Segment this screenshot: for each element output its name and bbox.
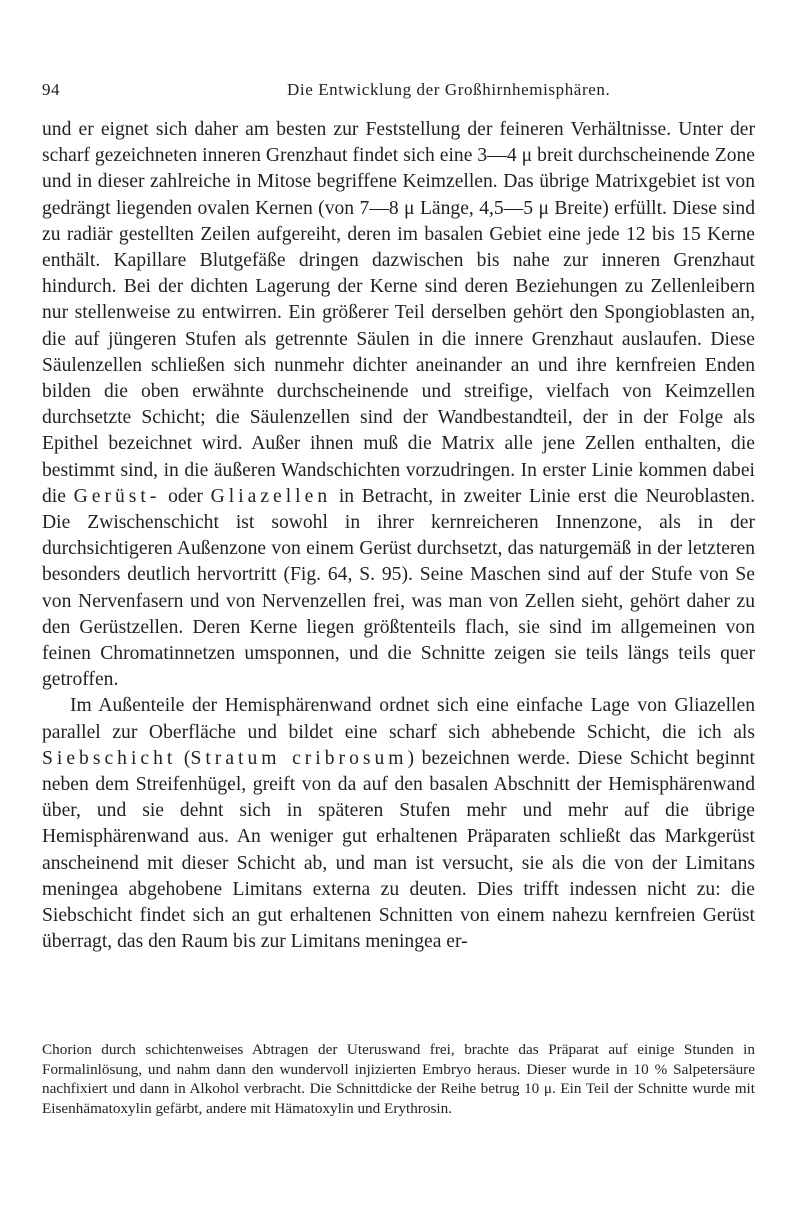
paragraph-2 [42,693,755,955]
spaced-term-stratum-cribrosum: Stratum cribrosum [190,747,408,769]
paragraph-2-end: ) bezeichnen werde. Diese Schicht beginnt neben dem Streifenhügel, greift von da auf den basalen Abschnitt der Hemisphärenwand über, und sie dehnt sich in späteren Stufen mehr und mehr auf die übrige Hemisphärenwand aus. An weniger gut erhaltenen Präparaten schließt das Markgerüst anscheinend mit dieser Schicht ab, und man ist versucht, sie als die von der Limitans meningea abgehobene Limitans externa zu deuten. Dies trifft indessen nicht zu: die Siebschicht findet sich an gut erhaltenen Schnitten von einem nahezu kernfreien Gerüst überragt, das den Raum bis zur Limitans meningea er- [42,747,755,953]
body-text [42,117,755,956]
paragraph-2-paren: ( [176,747,191,769]
paragraph-1 [42,117,755,693]
spaced-term-gliazellen: Gliazellen [210,485,332,507]
paragraph-1-end: in Betracht, in zweiter Linie erst die Neuroblasten. Die Zwischenschicht ist sowohl in ihrer kernreicheren Innenzone, als in der durchsichtigeren Außenzone von einem Gerüst durchsetzt, das naturgemäß in der letzteren besonders deutlich hervortritt (Fig. 64, S. 95). Seine Maschen sind auf der Stufe von Se von Nervenfasern und von Nervenzellen frei, was man von Zellen sieht, gehört daher zu den Gerüstzellen. Deren Kerne liegen größtenteils flach, sie sind im allgemeinen von feinen Chromatinnetzen umsponnen, und die Schnitte zeigen sie teils längs teils quer getroffen. [42,485,755,691]
paragraph-2-text: Im Außenteile der Hemisphärenwand ordnet sich eine einfache Lage von Gliazellen parallel zur Oberfläche und bildet eine scharf sich abhebende Schicht, die ich als [42,695,755,743]
spaced-term-geruest: Gerüst- [73,485,161,507]
footnote: Chorion durch schichtenweises Abtragen der Uteruswand frei, brachte das Präparat auf einige Stunden in Formalinlösung, und nahm dann den wundervoll injizierten Embryo heraus. Dieser wurde in 10 % Salpetersäure nachfixiert und dann in Alkohol verbracht. Die Schnittdicke der Reihe betrug 10 μ. Ein Teil der Schnitte wurde mit Eisenhämatoxylin gefärbt, andere mit Hämatoxylin und Erythrosin. [42,1041,755,1117]
page-header [42,80,755,104]
paragraph-1-text: und er eignet sich daher am besten zur Feststellung der feineren Verhältnisse. Unter der scharf gezeichneten inneren Grenzhaut findet sich eine 3—4 μ breit durchscheinende Zone und in dieser zahlreiche in Mitose begriffene Keimzellen. Das übrige Matrixgebiet ist von gedrängt liegenden ovalen Kernen (von 7—8 μ Länge, 4,5—5 μ Breite) erfüllt. Diese sind zu radiär gestellten Zeilen aufgereiht, deren im basalen Gebiet eine jede 12 bis 15 Kerne enthält. Kapillare Blutgefäße dringen dazwischen bis nahe zur inneren Grenzhaut hindurch. Bei der dichten Lagerung der Kerne sind deren Beziehungen zu Zellenleibern nur stellenweise zu entwirren. Ein größerer Teil derselben gehört den Spongioblasten an, die auf jüngeren Stufen als getrennte Säulen in die innere Grenzhaut auslaufen. Diese Säulenzellen schließen sich nunmehr dichter aneinander an und ihre kernfreien Enden bilden die oben erwähnte durchscheinende und streifige, vielfach von Keimzellen durchsetzte Schicht; die Säulenzellen sind der Wandbestandteil, der in der Folge als Epithel bezeichnet wird. Außer ihnen muß die Matrix alle jene Zellen enthalten, die bestimmt sind, in die äußeren Wandschichten vorzudringen. In erster Linie kommen dabei die [42,119,755,507]
spaced-term-siebschicht: Siebschicht [42,747,177,769]
paragraph-1-connector: oder [160,485,211,507]
running-title: Die Entwicklung der Großhirnhemisphären. [287,80,611,99]
page-number: 94 [42,80,60,99]
